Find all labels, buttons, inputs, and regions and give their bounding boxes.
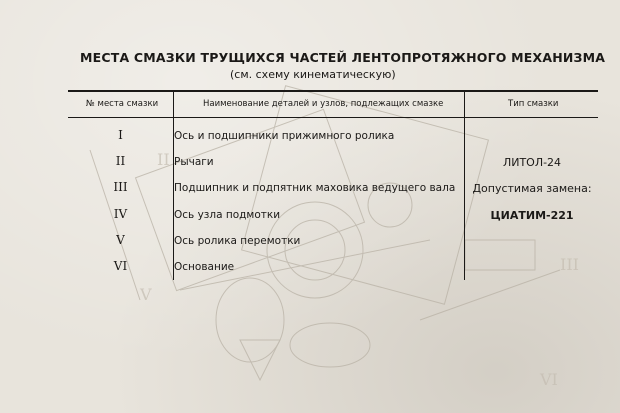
row-part-name: Подшипник и подпятник маховика ведущего вала <box>174 182 456 194</box>
row-number: III <box>113 180 128 194</box>
header-type: Тип смазки <box>508 99 559 109</box>
header-place: № места смазки <box>86 99 159 109</box>
row-part-name: Рычаги <box>174 156 214 168</box>
document-title: МЕСТА СМАЗКИ ТРУЩИХСЯ ЧАСТЕЙ ЛЕНТОПРОТЯЖНОГО МЕХАНИЗМА <box>80 50 606 65</box>
svg-text:II: II <box>157 150 170 169</box>
svg-text:V: V <box>140 285 152 304</box>
table-top-rule <box>68 90 598 92</box>
row-number: V <box>116 233 125 247</box>
svg-text:III: III <box>560 255 579 274</box>
lubricant-main: ЛИТОЛ-24 <box>502 156 562 169</box>
row-number: II <box>115 154 126 168</box>
table-column-divider <box>464 90 465 280</box>
svg-text:VI: VI <box>540 370 558 389</box>
lubricant-substitute: ЦИАТИМ-221 <box>490 209 574 222</box>
row-part-name: Ось ролика перемотки <box>174 235 301 247</box>
document-subtitle: (см. схему кинематическую) <box>230 68 396 81</box>
row-number: I <box>118 128 123 142</box>
row-part-name: Ось узла подмотки <box>174 209 281 221</box>
row-part-name: Ось и подшипники прижимного ролика <box>174 130 395 142</box>
lubricant-substitute-label: Допустимая замена: <box>472 182 592 195</box>
row-number: VI <box>113 259 128 273</box>
lubrication-table <box>68 90 598 280</box>
table-header-rule <box>68 117 598 118</box>
row-number: IV <box>113 207 128 221</box>
header-name: Наименование деталей и узлов, подлежащих смазке <box>203 99 444 109</box>
row-part-name: Основание <box>174 261 235 273</box>
